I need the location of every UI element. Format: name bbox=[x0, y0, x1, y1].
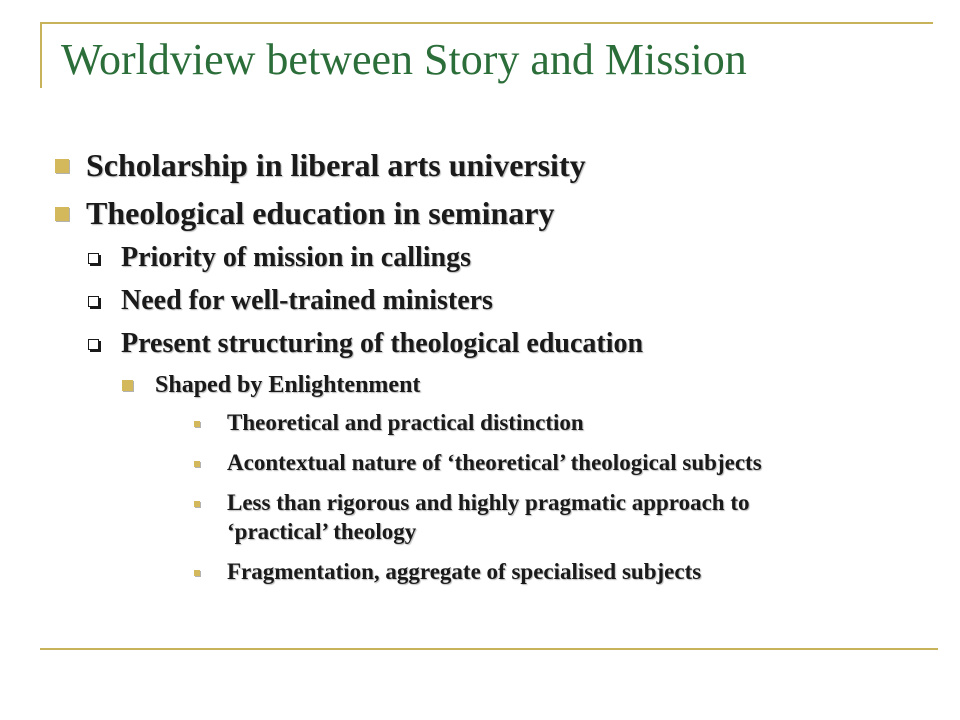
bullet-text: Scholarship in liberal arts university bbox=[86, 147, 586, 183]
bullet-text: Present structuring of theological education bbox=[121, 328, 644, 359]
bullet-text: Acontextual nature of ‘theoretical’ theological subjects bbox=[227, 450, 762, 475]
bullet-text: Need for well-trained ministers bbox=[121, 285, 493, 316]
small-square-bullet-icon bbox=[194, 461, 200, 467]
bullet-text: Less than rigorous and highly pragmatic approach to bbox=[227, 490, 750, 515]
checkbox-bullet-icon bbox=[88, 253, 99, 264]
bullet-text: Priority of mission in callings bbox=[121, 242, 471, 273]
square-bullet-icon bbox=[122, 380, 133, 391]
square-bullet-icon bbox=[55, 159, 69, 173]
bullet-text: Theoretical and practical distinction bbox=[227, 410, 584, 435]
slide-title: Worldview between Story and Mission bbox=[61, 35, 747, 84]
small-square-bullet-icon bbox=[194, 570, 200, 576]
bullet-text: Fragmentation, aggregate of specialised subjects bbox=[227, 559, 702, 584]
bullet-text: Theological education in seminary bbox=[86, 195, 555, 231]
bullet-text-continuation: ‘practical’ theology bbox=[227, 519, 417, 544]
bullet-text: Shaped by Enlightenment bbox=[155, 372, 421, 398]
small-square-bullet-icon bbox=[194, 501, 200, 507]
square-bullet-icon bbox=[55, 207, 69, 221]
bottom-rule bbox=[40, 648, 938, 650]
small-square-bullet-icon bbox=[194, 421, 200, 427]
checkbox-bullet-icon bbox=[88, 296, 99, 307]
checkbox-bullet-icon bbox=[88, 339, 99, 350]
left-rule bbox=[40, 22, 42, 88]
top-rule bbox=[40, 22, 933, 24]
